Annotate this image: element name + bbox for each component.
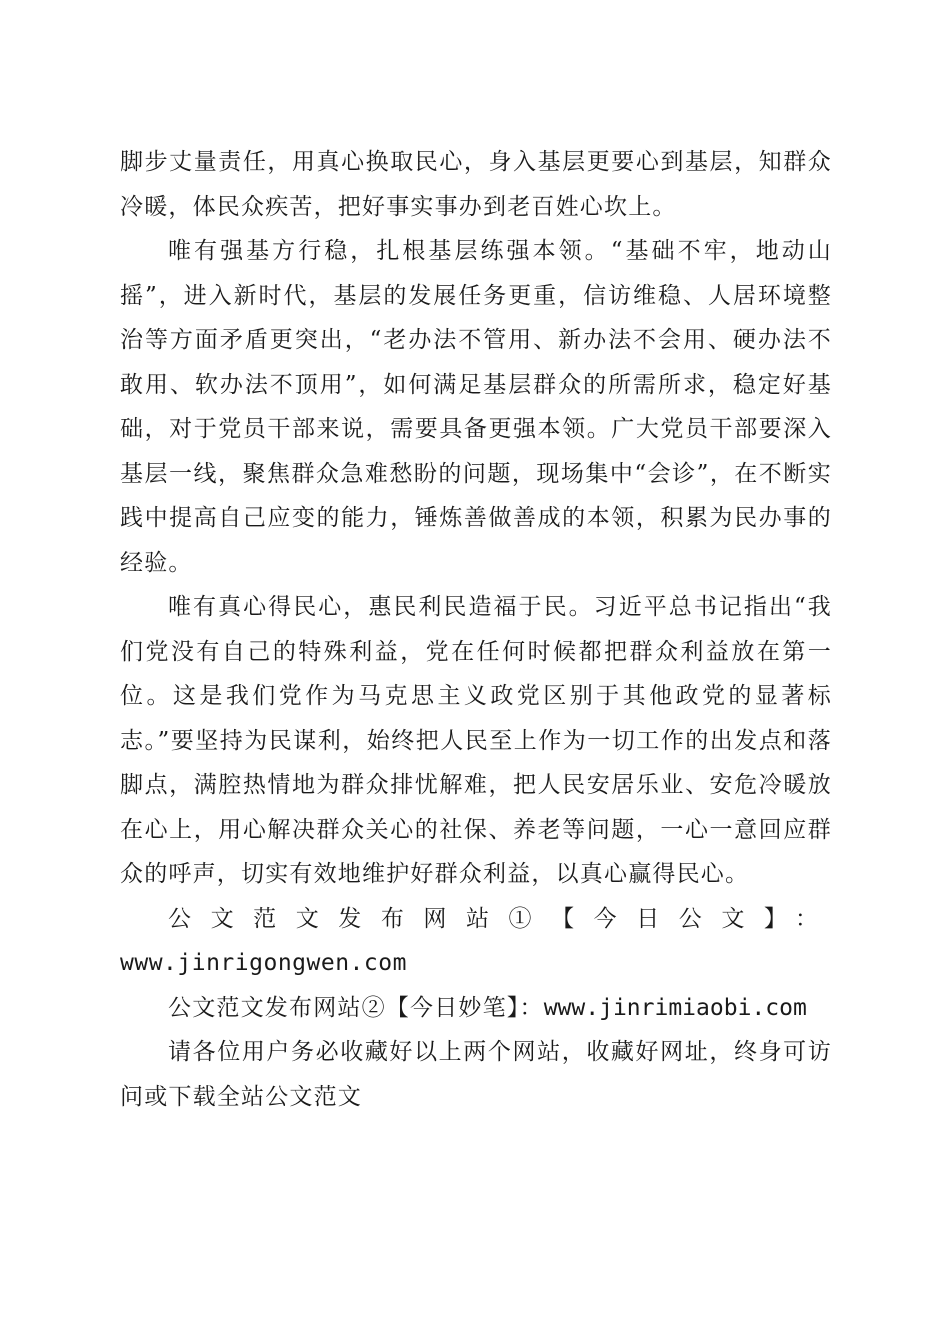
- paragraph-1: 脚步丈量责任，用真心换取民心，身入基层更要心到基层，知群众冷暖，体民众疾苦，把好事实事办到老百姓心坎上。: [120, 149, 832, 220]
- site-2-label: 公文范文发布网站②【今日妙笔】：: [168, 994, 544, 1021]
- document-page: [120, 140, 832, 1119]
- site-2-line: [120, 986, 832, 1031]
- paragraph-2: 唯有强基方行稳，扎根基层练强本领。“基础不牢，地动山摇”，进入新时代，基层的发展任务更重，信访维稳、人居环境整治等方面矛盾更突出，“老办法不管用、新办法不会用、硬办法不敢用、软办法不顶用”，如何满足基层群众的所需所求，稳定好基础，对于党员干部来说，需要具备更强本领。广大党员干部要深入基层一线，聚焦群众急难愁盼的问题，现场集中“会诊”，在不断实践中提高自己应变的能力，锤炼善做善成的本领，积累为民办事的经验。: [120, 238, 832, 576]
- site-1-label: 公文范文发布网站①【今日公文】：: [168, 905, 832, 932]
- site-2-url[interactable]: www.jinrimiaobi.com: [543, 994, 807, 1021]
- paragraph-3: 唯有真心得民心，惠民利民造福于民。习近平总书记指出“我们党没有自己的特殊利益，党在任何时候都把群众利益放在第一位。这是我们党作为马克思主义政党区别于其他政党的显著标志。”要坚持为民谋利，始终把人民至上作为一切工作的出发点和落脚点，满腔热情地为群众排忧解难，把人民安居乐业、安危冷暖放在心上，用心解决群众关心的社保、养老等问题，一心一意回应群众的呼声，切实有效地维护好群众利益，以真心赢得民心。: [120, 594, 832, 887]
- site-1-url[interactable]: www.jinrigongwen.com: [120, 950, 407, 976]
- notice-paragraph: 请各位用户务必收藏好以上两个网站，收藏好网址，终身可访问或下载全站公文范文: [120, 1039, 832, 1110]
